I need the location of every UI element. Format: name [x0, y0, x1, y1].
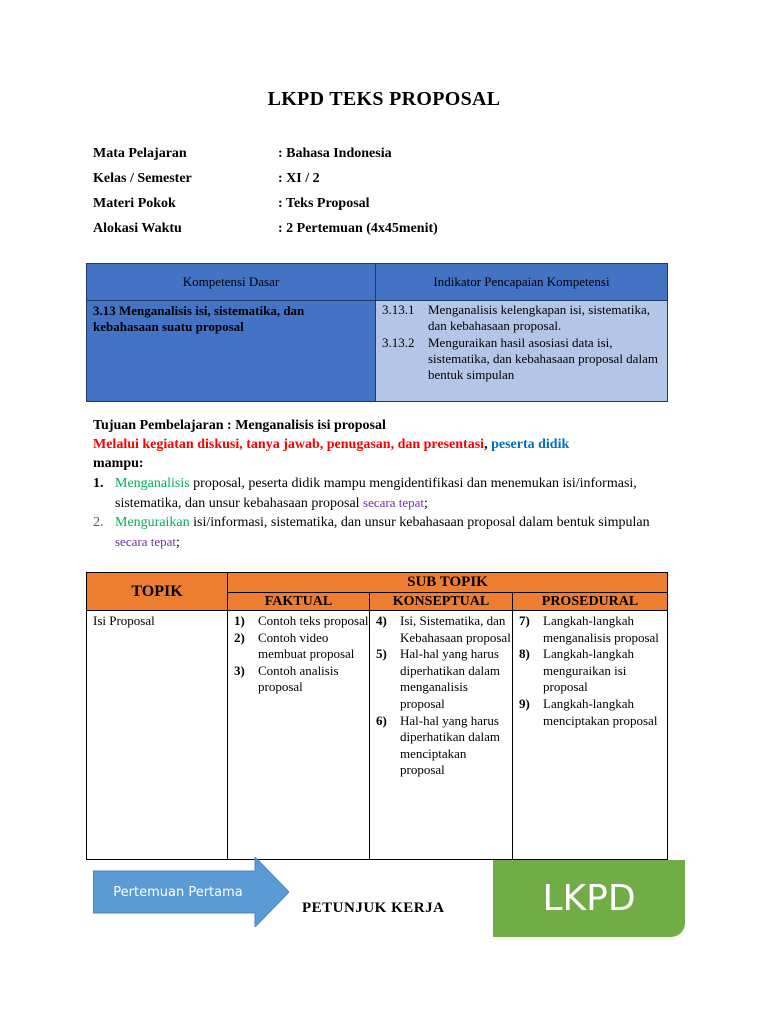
objective-intro — [93, 435, 693, 454]
info-label: Alokasi Waktu — [93, 221, 182, 236]
item-text: Hal-hal yang harus diperhatikan dalam menganalisis proposal — [400, 646, 500, 711]
item-text: Contoh analisis proposal — [258, 662, 339, 695]
indicator-number: 3.13.2 — [382, 335, 415, 350]
item-text: Contoh video membuat proposal — [258, 629, 355, 662]
page-title: LKPD TEKS PROPOSAL — [267, 88, 501, 110]
topik-header: TOPIK — [87, 573, 228, 611]
item-text: Langkah-langkah menciptakan proposal — [543, 695, 658, 728]
konseptual-header: KONSEPTUAL — [370, 593, 513, 611]
item-number: 7) — [519, 613, 530, 628]
objective-verb: Menguraikan — [115, 515, 190, 530]
item-text: Langkah-langkah menganalisis proposal — [543, 613, 659, 645]
sub-topik-header: SUB TOPIK — [228, 573, 668, 593]
topic-value: Isi Proposal — [87, 611, 228, 860]
objective-end: ; — [424, 496, 428, 511]
work-instructions-heading: PETUNJUK KERJA — [302, 900, 445, 916]
item-number: 6) — [376, 712, 387, 728]
indicator-text: Menguraikan hasil asosiasi data isi, sistematika, dan kebahasaan proposal dalam bentuk simpulan — [428, 335, 658, 382]
list-item — [370, 646, 512, 712]
objective-body — [115, 513, 683, 552]
list-item — [513, 646, 667, 696]
indicator-item — [376, 301, 667, 334]
indicator-number: 3.13.1 — [382, 302, 415, 317]
objective-number: 2. — [93, 515, 104, 530]
faktual-header: FAKTUAL — [228, 593, 370, 611]
objective-intro-blue: peserta didik — [491, 437, 570, 452]
info-value: : 2 Pertemuan (4x45menit) — [278, 221, 438, 236]
item-text: Langkah-langkah menguraikan isi proposal — [543, 646, 634, 695]
item-text: Contoh teks proposal — [258, 613, 369, 628]
ipk-cell — [376, 301, 668, 402]
objective-heading: Tujuan Pembelajaran : Menganalisis isi proposal — [93, 418, 386, 433]
item-number: 9) — [519, 695, 530, 711]
info-value: : Bahasa Indonesia — [278, 146, 392, 161]
objective-verb: Menganalisis — [115, 476, 190, 491]
info-label: Mata Pelajaran — [93, 146, 187, 161]
indicator-text: Menganalisis kelengkapan isi, sistematika, dan kebahasaan proposal. — [428, 302, 651, 333]
objective-text: isi/informasi, sistematika, dan unsur kebahasaan proposal dalam bentuk simpulan — [189, 515, 650, 530]
objective-item — [93, 474, 683, 513]
objective-tail: secara tepat — [363, 495, 425, 510]
item-number: 5) — [376, 646, 387, 662]
kd-cell — [87, 301, 376, 402]
konseptual-cell — [370, 611, 513, 860]
item-number: 4) — [376, 613, 387, 628]
list-item — [370, 613, 512, 646]
info-label: Kelas / Semester — [93, 171, 192, 186]
prosedural-cell — [513, 611, 668, 860]
objective-end: ; — [175, 535, 180, 550]
item-number: 1) — [234, 613, 245, 628]
kd-header: Kompetensi Dasar — [87, 264, 376, 301]
list-item — [513, 696, 667, 729]
faktual-cell — [228, 611, 370, 860]
topic-table — [86, 572, 668, 860]
list-item — [228, 663, 369, 696]
objective-intro-end: mampu: — [93, 456, 144, 471]
kd-text: 3.13 Menganalisis isi, sistematika, dan kebahasaan suatu proposal — [93, 303, 305, 334]
meeting-arrow — [93, 857, 289, 927]
indicator-item — [376, 334, 667, 383]
item-text: Isi, Sistematika, dan Kebahasaan proposal — [400, 613, 511, 645]
objective-number: 1. — [93, 476, 104, 491]
info-value: : XI / 2 — [278, 171, 320, 186]
ipk-header: Indikator Pencapaian Kompetensi — [376, 264, 668, 301]
objective-intro-red: Melalui kegiatan diskusi, tanya jawab, penugasan, dan presentasi — [93, 437, 485, 452]
meeting-label: Pertemuan Pertama — [113, 884, 243, 900]
objective-text: proposal, peserta didik mampu mengidentifikasi dan menemukan isi/informasi, sistematika, dan unsur kebahasaan proposal — [115, 476, 637, 511]
objective-item — [93, 513, 683, 552]
item-number: 8) — [519, 646, 530, 662]
list-item — [228, 613, 369, 630]
lkpd-badge: LKPD — [493, 860, 685, 937]
learning-objective — [93, 416, 693, 473]
item-number: 2) — [234, 629, 245, 645]
item-text: Hal-hal yang harus diperhatikan dalam menciptakan proposal — [400, 712, 500, 778]
info-value: : Teks Proposal — [278, 196, 370, 211]
list-item — [513, 613, 667, 646]
info-label: Materi Pokok — [93, 196, 176, 211]
objective-intro-comma: , — [484, 437, 488, 452]
list-item — [228, 630, 369, 663]
objective-body — [115, 474, 683, 513]
prosedural-header: PROSEDURAL — [513, 593, 668, 611]
objective-tail: secara tepat — [115, 534, 176, 549]
item-number: 3) — [234, 662, 245, 678]
list-item — [370, 713, 512, 779]
competency-table — [86, 263, 668, 402]
